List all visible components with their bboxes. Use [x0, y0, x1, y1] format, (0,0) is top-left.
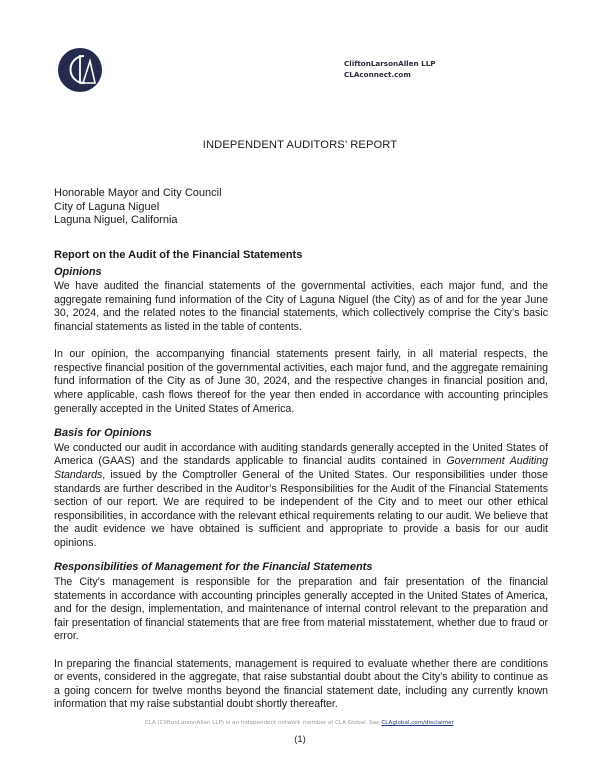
paragraph — [54, 442, 548, 551]
subsection-heading-management: Responsibilities of Management for the Financial Statements — [54, 561, 373, 574]
paragraph: In our opinion, the accompanying financial statements present fairly, in all material respects, the respective financial position of the governmental activities, each major fund, and the aggregate remaining fund information of the City as of June 30, 2024, and the respective changes in financial position and, where applicable, cash flows thereof for the year then ended in accordance with accounting principles generally accepted in the United States of America. — [54, 348, 548, 415]
firm-info — [344, 58, 436, 80]
disclaimer-text: CLA (CliftonLarsonAllen LLP) is an independent network member of CLA Global. See — [144, 720, 382, 726]
disclaimer-suffix: . — [453, 720, 456, 726]
section-heading: Report on the Audit of the Financial Statements — [54, 249, 303, 261]
addressee-line: Honorable Mayor and City Council — [54, 187, 222, 199]
paragraph: In preparing the financial statements, management is required to evaluate whether there are conditions or events, considered in the aggregate, that raise substantial doubt about the City’s ability to continue as a going concern for twelve months beyond the financial statement date, including any currently known information that my raise substantial doubt shortly thereafter. — [54, 657, 548, 711]
page-number: (1) — [294, 734, 306, 745]
addressee-line: Laguna Niguel, California — [54, 214, 178, 227]
addressee-block — [54, 187, 222, 228]
text-run: We conducted our audit in accordance with auditing standards generally accepted in the United States of America (GAAS) and the standards applicable to financial audits contained in — [54, 441, 548, 468]
subsection-heading-basis: Basis for Opinions — [54, 427, 152, 440]
text-run: , issued by the Comptroller General of the United States. Our responsibilities under those standards are further described in the Auditor’s Responsibilities for the Audit of the Financial Statements section of our report. We are required to be independent of the City and to meet our other ethical responsibilities, in accordance with the relevant ethical requirements relating to our audit. We believe that the audit evidence we have obtained is sufficient and appropriate to provide a basis for our audit opinions. — [54, 468, 548, 549]
firm-website: CLAconnect.com — [344, 70, 411, 79]
italic-title: Government Auditing Standards — [54, 455, 548, 481]
subsection-heading-opinions: Opinions — [54, 265, 102, 278]
disclaimer-link[interactable]: CLAglobal.com/disclaimer — [381, 720, 454, 726]
paragraph: We have audited the financial statements of the governmental activities, each major fund, and the aggregate remaining fund information of the City of Laguna Niguel (the City) as of and for the year June 30, 2024, and the related notes to the financial statements, which collectively comprise the City’s basic financial statements as listed in the table of contents. — [54, 280, 548, 333]
footer-disclaimer — [0, 720, 600, 726]
report-title: INDEPENDENT AUDITORS’ REPORT — [202, 139, 398, 151]
addressee-line: City of Laguna Niguel — [54, 200, 160, 213]
firm-name: CliftonLarsonAllen LLP — [344, 59, 436, 68]
cla-logo-icon — [57, 47, 103, 93]
report-body — [54, 249, 548, 712]
paragraph: The City’s management is responsible for the preparation and fair presentation of the financial statements in accordance with accounting principles generally accepted in the United States of America, and for the design, implementation, and maintenance of internal control relevant to the preparation and fair presentation of financial statements that are free from material misstatement, whether due to fraud or error. — [54, 576, 548, 643]
